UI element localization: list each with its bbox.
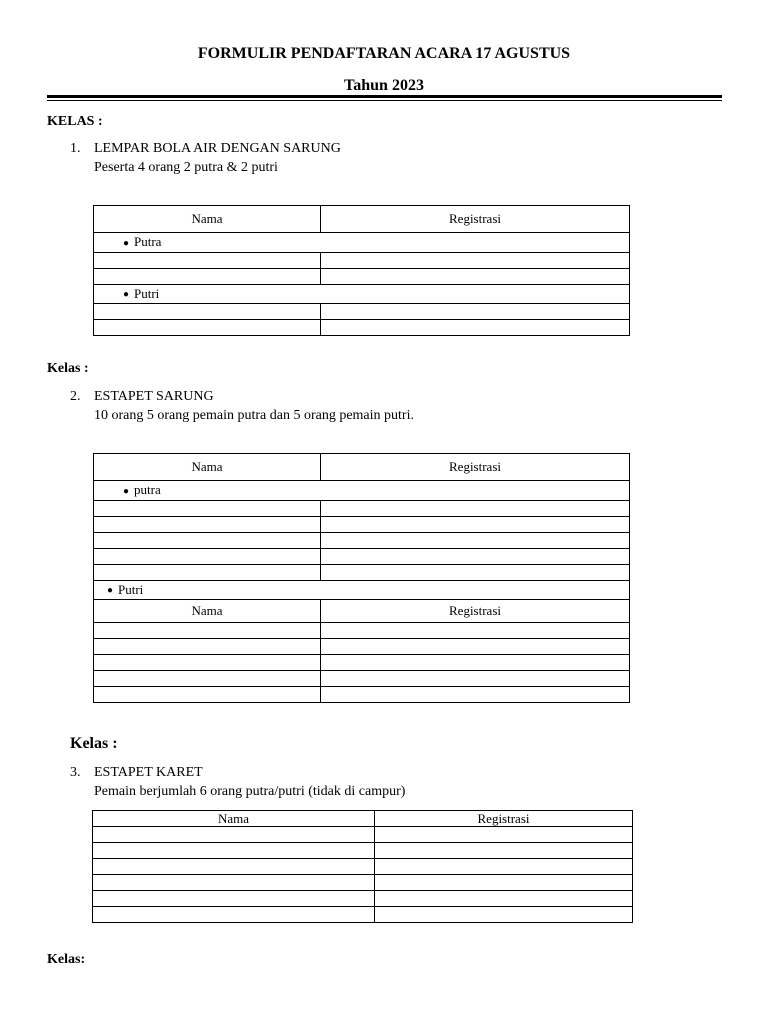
registration-cell[interactable] bbox=[321, 687, 630, 703]
table-row bbox=[94, 304, 630, 320]
event-desc-2: 10 orang 5 orang pemain putra dan 5 orang pemain putri. bbox=[94, 408, 414, 423]
bullet-icon: ● bbox=[122, 485, 130, 497]
registration-cell[interactable] bbox=[375, 891, 633, 907]
header-divider-thick bbox=[47, 95, 722, 98]
group-cell bbox=[94, 580, 630, 600]
class-label-4: Kelas: bbox=[47, 952, 86, 967]
table-row bbox=[94, 268, 630, 284]
name-cell[interactable] bbox=[94, 268, 321, 284]
table-header-row bbox=[94, 600, 630, 623]
column-header-registration: Registrasi bbox=[321, 206, 630, 233]
event-desc-1: Peserta 4 orang 2 putra & 2 putri bbox=[94, 160, 278, 175]
table-row bbox=[93, 843, 633, 859]
group-row bbox=[94, 580, 630, 600]
registration-cell[interactable] bbox=[375, 875, 633, 891]
document-title: FORMULIR PENDAFTARAN ACARA 17 AGUSTUS bbox=[197, 45, 571, 62]
registration-cell[interactable] bbox=[321, 516, 630, 532]
table-row bbox=[93, 875, 633, 891]
group-cell bbox=[94, 481, 630, 501]
name-cell[interactable] bbox=[93, 827, 375, 843]
column-header-name: Nama bbox=[94, 206, 321, 233]
column-header-registration: Registrasi bbox=[375, 811, 633, 827]
registration-cell[interactable] bbox=[321, 548, 630, 564]
name-cell[interactable] bbox=[94, 532, 321, 548]
group-label: Putri bbox=[118, 581, 144, 597]
table-row bbox=[94, 687, 630, 703]
group-label: Putri bbox=[134, 285, 160, 301]
name-cell[interactable] bbox=[94, 623, 321, 639]
name-cell[interactable] bbox=[94, 655, 321, 671]
table-row bbox=[93, 827, 633, 843]
name-cell[interactable] bbox=[93, 907, 375, 923]
registration-cell[interactable] bbox=[375, 907, 633, 923]
registration-cell[interactable] bbox=[321, 252, 630, 268]
table-row bbox=[94, 564, 630, 580]
group-label: Putra bbox=[134, 234, 162, 249]
table-row bbox=[94, 548, 630, 564]
group-label: putra bbox=[134, 482, 161, 497]
column-header-name: Nama bbox=[94, 600, 321, 623]
registration-table-3 bbox=[92, 810, 633, 923]
event-title-1 bbox=[70, 140, 341, 158]
name-cell[interactable] bbox=[94, 320, 321, 336]
name-cell[interactable] bbox=[94, 639, 321, 655]
group-row bbox=[94, 233, 630, 253]
registration-cell[interactable] bbox=[321, 532, 630, 548]
name-cell[interactable] bbox=[93, 891, 375, 907]
registration-cell[interactable] bbox=[321, 304, 630, 320]
registration-table-2 bbox=[93, 453, 630, 703]
header-divider-thin bbox=[47, 100, 722, 101]
name-cell[interactable] bbox=[94, 304, 321, 320]
table-row bbox=[94, 671, 630, 687]
class-label-3: Kelas : bbox=[70, 735, 118, 752]
column-header-registration: Registrasi bbox=[321, 454, 630, 481]
event-desc-3: Pemain berjumlah 6 orang putra/putri (tidak di campur) bbox=[94, 784, 406, 799]
class-label-1: KELAS : bbox=[47, 114, 103, 129]
event-name-3: ESTAPET KARET bbox=[94, 765, 203, 780]
column-header-name: Nama bbox=[94, 454, 321, 481]
bullet-icon: ● bbox=[106, 585, 114, 597]
bullet-icon: ● bbox=[122, 289, 130, 301]
registration-cell[interactable] bbox=[321, 500, 630, 516]
group-cell bbox=[94, 284, 630, 304]
event-name-2: ESTAPET SARUNG bbox=[94, 389, 214, 404]
name-cell[interactable] bbox=[94, 548, 321, 564]
bullet-icon: ● bbox=[122, 237, 130, 249]
registration-cell[interactable] bbox=[321, 671, 630, 687]
table-row bbox=[94, 532, 630, 548]
table-row bbox=[94, 516, 630, 532]
registration-cell[interactable] bbox=[321, 320, 630, 336]
table-row bbox=[94, 639, 630, 655]
registration-cell[interactable] bbox=[321, 564, 630, 580]
registration-table-1 bbox=[93, 205, 630, 336]
registration-cell[interactable] bbox=[321, 623, 630, 639]
name-cell[interactable] bbox=[93, 843, 375, 859]
registration-cell[interactable] bbox=[375, 843, 633, 859]
registration-cell[interactable] bbox=[375, 827, 633, 843]
table-header-row bbox=[93, 811, 633, 827]
registration-cell[interactable] bbox=[321, 655, 630, 671]
name-cell[interactable] bbox=[93, 875, 375, 891]
registration-cell[interactable] bbox=[375, 859, 633, 875]
column-header-name: Nama bbox=[93, 811, 375, 827]
column-header-registration: Registrasi bbox=[321, 600, 630, 623]
group-row bbox=[94, 481, 630, 501]
event-title-3 bbox=[70, 764, 203, 782]
event-title-2 bbox=[70, 388, 214, 406]
name-cell[interactable] bbox=[94, 516, 321, 532]
name-cell[interactable] bbox=[94, 687, 321, 703]
event-number-2: 2. bbox=[70, 389, 81, 404]
table-header-row bbox=[94, 454, 630, 481]
name-cell[interactable] bbox=[94, 564, 321, 580]
name-cell[interactable] bbox=[94, 671, 321, 687]
table-row bbox=[94, 655, 630, 671]
event-name-1: LEMPAR BOLA AIR DENGAN SARUNG bbox=[94, 141, 341, 156]
registration-cell[interactable] bbox=[321, 268, 630, 284]
table-row bbox=[94, 623, 630, 639]
table-row bbox=[93, 859, 633, 875]
name-cell[interactable] bbox=[93, 859, 375, 875]
table-header-row bbox=[94, 206, 630, 233]
table-row bbox=[94, 320, 630, 336]
event-number-1: 1. bbox=[70, 141, 81, 156]
name-cell[interactable] bbox=[94, 500, 321, 516]
table-row bbox=[93, 891, 633, 907]
group-cell bbox=[94, 233, 630, 253]
table-row bbox=[93, 907, 633, 923]
event-number-3: 3. bbox=[70, 765, 81, 780]
class-label-2: Kelas : bbox=[47, 361, 89, 376]
registration-cell[interactable] bbox=[321, 639, 630, 655]
table-row bbox=[94, 252, 630, 268]
document-year: Tahun 2023 bbox=[344, 77, 424, 94]
table-row bbox=[94, 500, 630, 516]
group-row bbox=[94, 284, 630, 304]
name-cell[interactable] bbox=[94, 252, 321, 268]
